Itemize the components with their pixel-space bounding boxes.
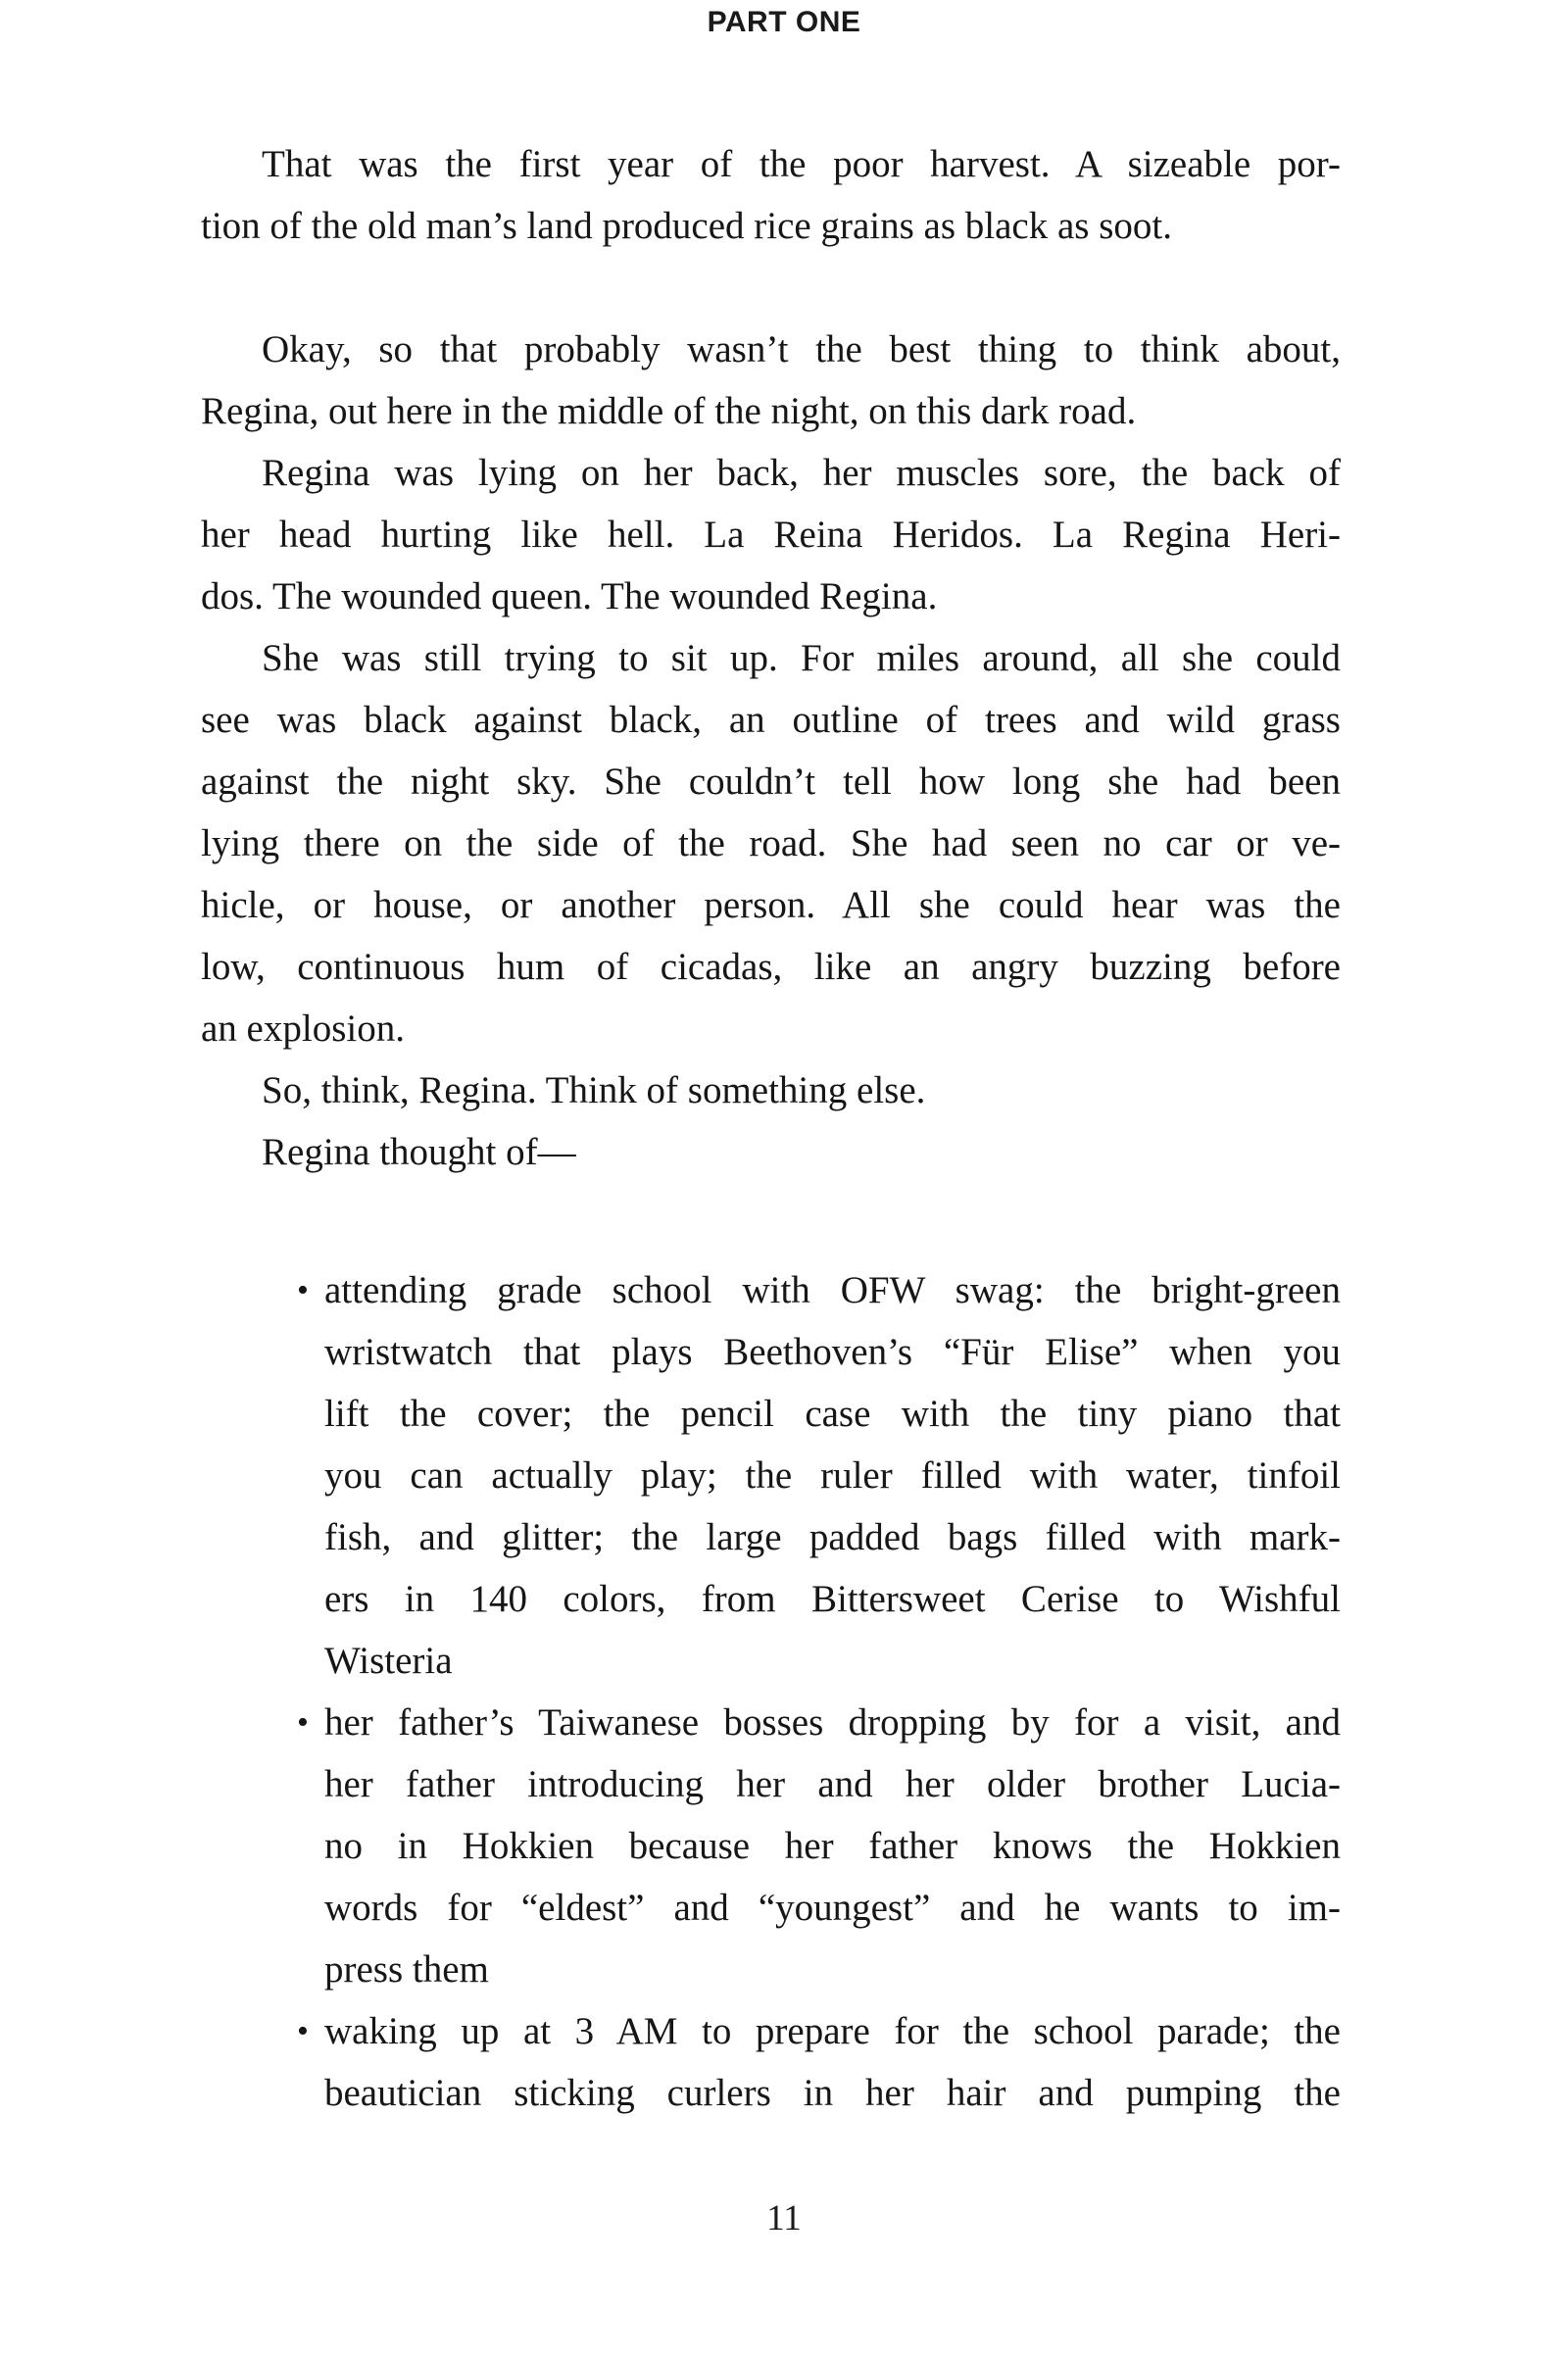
text-line: attending grade school with OFW swag: the bright-green [324, 1269, 1341, 1311]
text-line: you can actually play; the ruler filled with water, tinfoil [324, 1454, 1341, 1497]
text-line: So, think, Regina. Think of something else. [262, 1069, 926, 1111]
text-line: Wisteria [324, 1640, 453, 1682]
bullet-icon: • [297, 2013, 309, 2049]
text-line: Regina was lying on her back, her muscles sore, the back of [262, 452, 1341, 494]
text-line: lift the cover; the pencil case with the tiny piano that [324, 1393, 1341, 1435]
text-line: her head hurting like hell. La Reina Heridos. La Regina Heri- [201, 514, 1341, 556]
text-line: hicle, or house, or another person. All she could hear was the [201, 884, 1341, 926]
text-line: Okay, so that probably wasn’t the best thing to think about, [262, 328, 1341, 370]
body-text [201, 133, 1341, 2124]
paragraph-5 [201, 1059, 1341, 1121]
list-item [297, 1692, 1341, 2000]
text-line: fish, and glitter; the large padded bags filled with mark- [324, 1516, 1341, 1558]
text-line: her father’s Taiwanese bosses dropping by for a visit, and [324, 1701, 1341, 1744]
text-line: words for “eldest” and “youngest” and he wants to im- [324, 1887, 1341, 1929]
text-line: lying there on the side of the road. She had seen no car or ve- [201, 822, 1341, 864]
text-line: tion of the old man’s land produced rice grains as black as soot. [201, 205, 1172, 247]
text-line: dos. The wounded queen. The wounded Regina. [201, 575, 938, 617]
text-line: against the night sky. She couldn’t tell how long she had been [201, 761, 1341, 803]
list-item [297, 2000, 1341, 2124]
part-title: PART ONE [707, 6, 861, 38]
scene-break [201, 257, 1341, 319]
text-line: low, continuous hum of cicadas, like an angry buzzing before [201, 946, 1341, 988]
paragraph-6 [201, 1121, 1341, 1183]
paragraph-1 [201, 133, 1341, 257]
bullet-icon: • [297, 1704, 309, 1741]
text-line: Regina thought of— [262, 1131, 576, 1173]
text-line: ers in 140 colors, from Bittersweet Cerise to Wishful [324, 1578, 1341, 1620]
paragraph-4 [201, 627, 1341, 1059]
text-line: She was still trying to sit up. For miles around, all she could [262, 637, 1341, 679]
text-line: That was the first year of the poor harvest. A sizeable por- [262, 143, 1341, 185]
page-number: 11 [766, 2198, 802, 2238]
text-line: Regina, out here in the middle of the night, on this dark road. [201, 390, 1137, 432]
text-line: an explosion. [201, 1008, 405, 1050]
paragraph-3 [201, 442, 1341, 627]
text-line: see was black against black, an outline of trees and wild grass [201, 699, 1341, 741]
text-line: beautician sticking curlers in her hair and pumping the [324, 2072, 1341, 2114]
bullet-icon: • [297, 1272, 309, 1308]
list-item [297, 1259, 1341, 1692]
memory-list [201, 1259, 1341, 2124]
text-line: waking up at 3 AM to prepare for the school parade; the [324, 2010, 1341, 2052]
text-line: her father introducing her and her older brother Lucia- [324, 1763, 1341, 1805]
paragraph-2 [201, 319, 1341, 442]
text-line: no in Hokkien because her father knows the Hokkien [324, 1825, 1341, 1867]
text-line: press them [324, 1948, 489, 1991]
text-line: wristwatch that plays Beethoven’s “Für Elise” when you [324, 1331, 1341, 1373]
